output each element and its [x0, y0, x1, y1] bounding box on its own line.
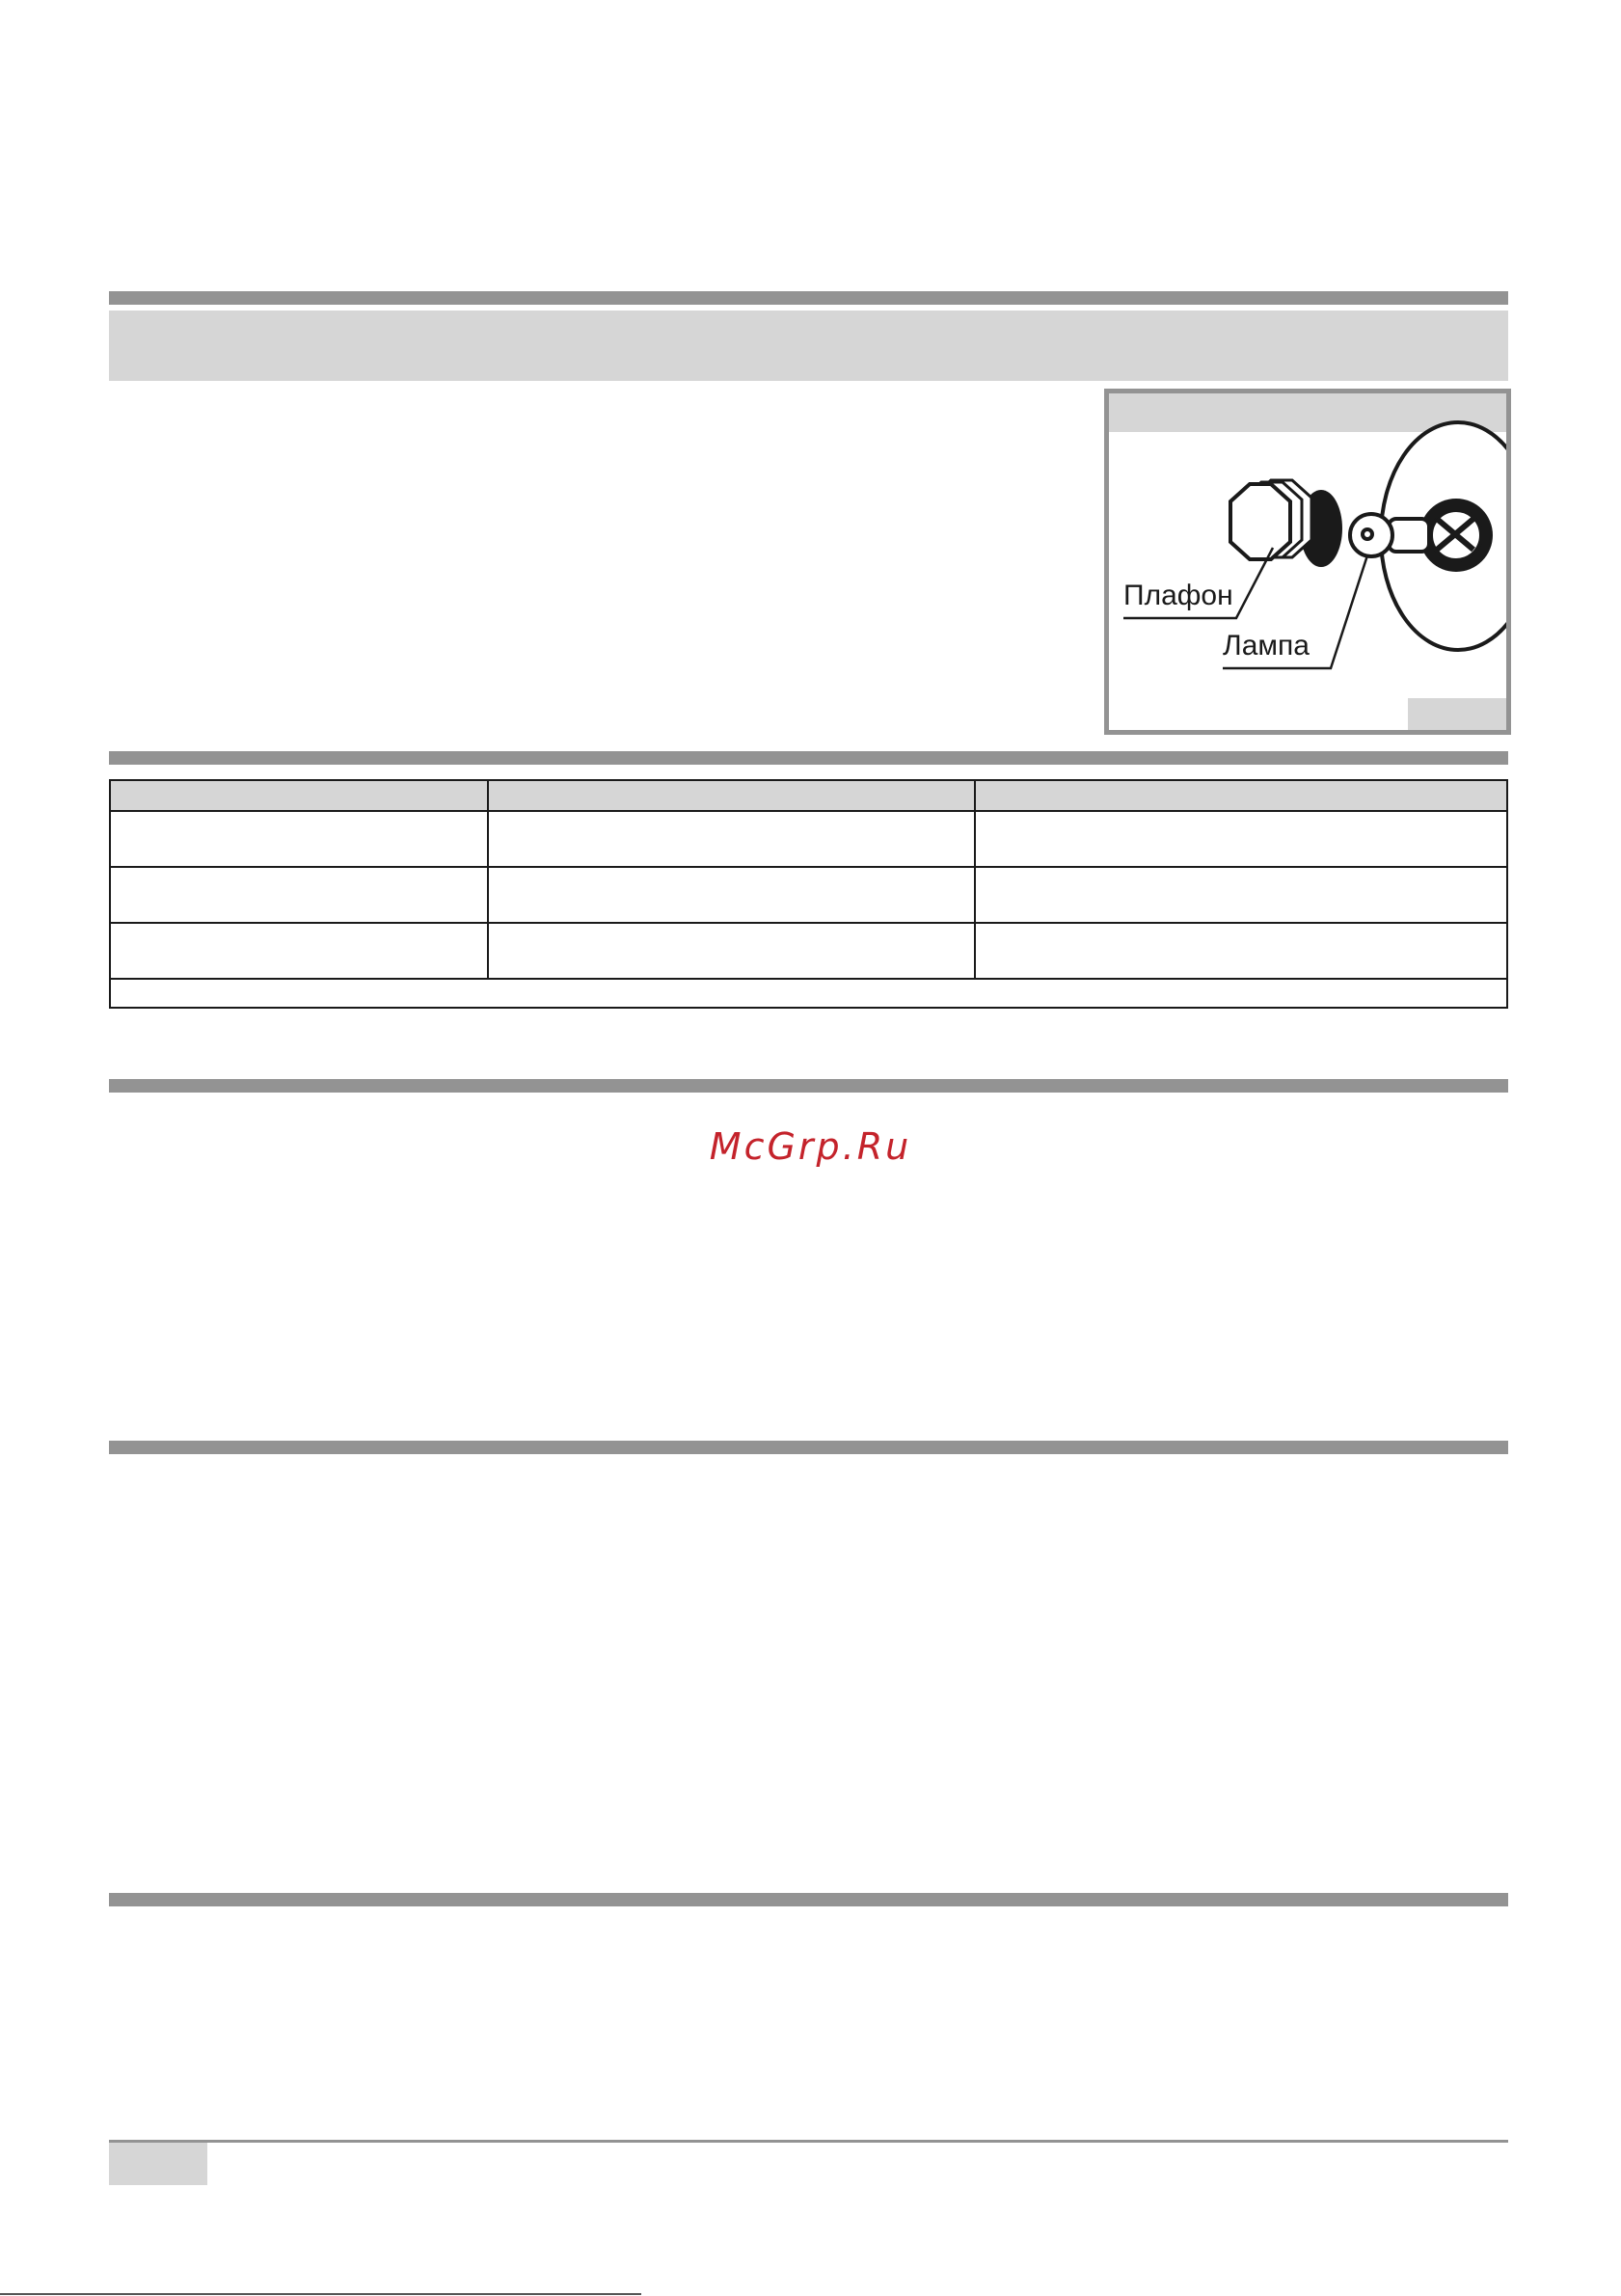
section-bar-1	[109, 291, 1508, 305]
table-cell	[488, 811, 974, 867]
page-number-tab	[109, 2143, 207, 2185]
bottom-crop-line	[0, 2293, 641, 2295]
table-cell	[110, 923, 488, 979]
lamp-figure	[1104, 389, 1511, 735]
spec-table	[109, 779, 1508, 1009]
table-header-cell	[488, 780, 974, 811]
lamp-illustration	[1109, 393, 1506, 730]
table-cell	[975, 811, 1507, 867]
shade-drawing	[1230, 480, 1342, 567]
table-row	[110, 867, 1507, 923]
figure-corner-tab	[1408, 698, 1506, 730]
table-footer-cell	[110, 979, 1507, 1008]
table-cell	[488, 923, 974, 979]
table-cell	[975, 867, 1507, 923]
table-cell	[975, 923, 1507, 979]
section-bar-2	[109, 751, 1508, 765]
section-bar-3	[109, 1079, 1508, 1093]
shade-label: Плафон	[1123, 580, 1233, 611]
section-header-band	[109, 311, 1508, 381]
table-header-cell	[975, 780, 1507, 811]
table-row	[110, 923, 1507, 979]
section-bar-5	[109, 1893, 1508, 1906]
table-row	[110, 811, 1507, 867]
table-header-row	[110, 780, 1507, 811]
table-cell	[110, 811, 488, 867]
table-cell	[488, 867, 974, 923]
table-header-cell	[110, 780, 488, 811]
watermark-text: McGrp.Ru	[709, 1125, 912, 1168]
page-footer-line	[109, 2140, 1508, 2143]
lamp-label: Лампа	[1223, 630, 1310, 662]
table-footer-row	[110, 979, 1507, 1008]
section-bar-4	[109, 1441, 1508, 1454]
bulb-drawing	[1350, 514, 1429, 556]
table-cell	[110, 867, 488, 923]
